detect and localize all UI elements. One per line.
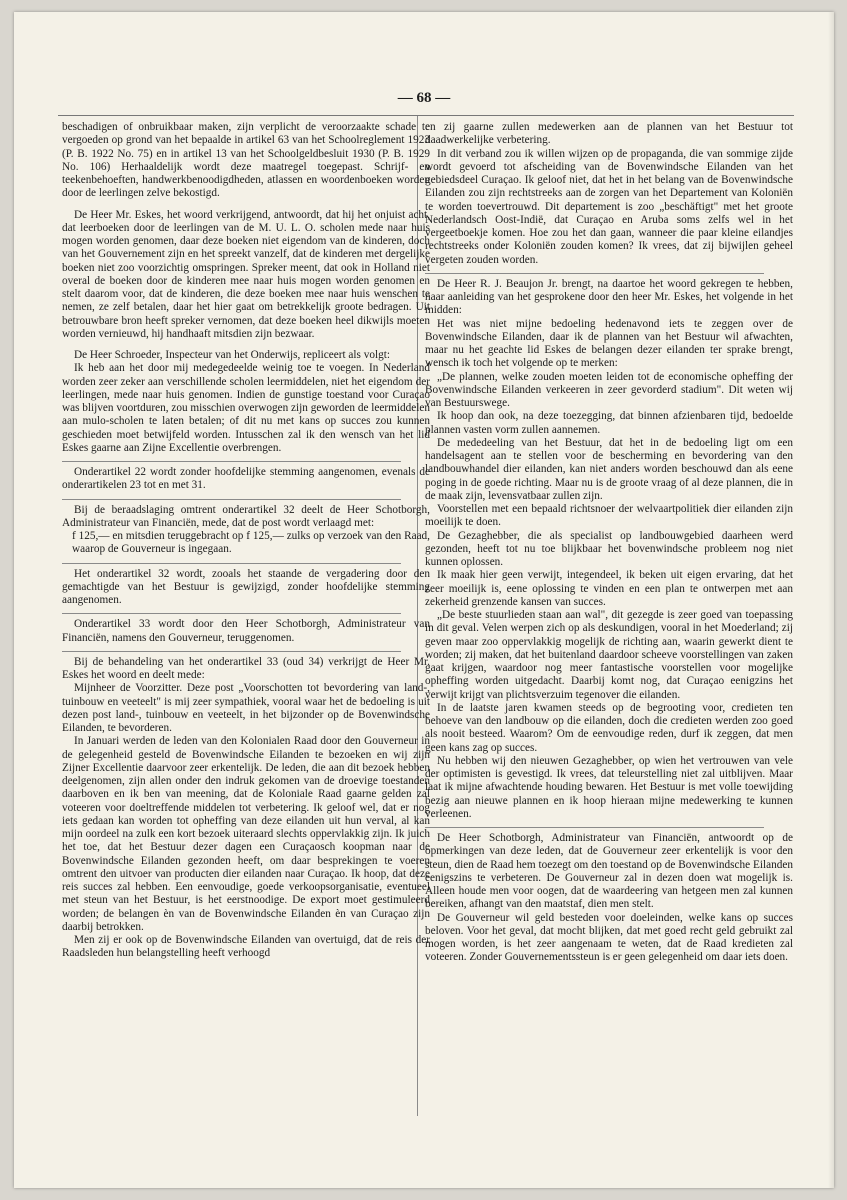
section-rule <box>425 827 764 828</box>
paragraph: f 125,— en mitsdien teruggebracht op f 125,— zulks op verzoek van den Raad, waarop de Gouverneur is ingegaan. <box>72 530 430 556</box>
section-rule <box>425 273 764 274</box>
paragraph: De Heer Schotborgh, Administrateur van Financiën, antwoordt op de opmerkingen van deze leden, dat de Gouverneur zeer erkentelijk is voor den steun, dien de Raad hem toezegt om den toestand op de Bovenwindsche Eilanden eenigszins te verbeteren. De Gouverneur zal in dezen doen wat mogelijk is. Alleen houde men voor oogen, dat de waardeering van hetgeen men zal kunnen bereiken, afhangt van den maatstaf, dien men stelt. <box>425 832 793 911</box>
left-column <box>62 121 430 961</box>
paragraph: „De plannen, welke zouden moeten leiden tot de economische opheffing der Bovenwindsche Eilanden verkeeren in zeer gevorderd stadium". Dit weten wij van Bestuurswege. <box>425 370 793 409</box>
right-column <box>425 121 793 965</box>
section-rule <box>62 613 401 614</box>
paragraph: Ik hoop dan ook, na deze toezegging, dat binnen afzienbaren tijd, bedoelde plannen vasten vorm zullen aannemen. <box>425 410 793 436</box>
page-number: — 68 — <box>397 90 451 106</box>
paragraph: De Heer R. J. Beaujon Jr. brengt, na daartoe het woord gekregen te hebben, naar aanleiding van het gesprokene door den heer Mr. Eskes, het volgende in het midden: <box>425 277 793 317</box>
section-rule <box>62 461 401 462</box>
paragraph: en zij gaarne zullen medewerken aan de plannen van het Bestuur tot daadwerkelijke verbetering. <box>425 121 793 147</box>
paragraph: Mijnheer de Voorzitter. Deze post „Voorschotten tot bevordering van land-, tuinbouw en veeteelt" is mij zeer sympathiek, vooral waar het de bedoeling is uit dezen post land-, tuinbouw en veeteelt, in het bijzonder op de Bovenwindsche Eilanden, te bevorderen. <box>62 682 430 734</box>
page-edge-shadow <box>828 12 834 1188</box>
paragraph: Voorstellen met een bepaald richtsnoer der welvaartpolitiek dier eilanden zijn moeilijk te doen. <box>425 503 793 529</box>
section-rule <box>62 499 401 500</box>
paragraph: De Heer Mr. Eskes, het woord verkrijgend, antwoordt, dat hij het onjuist acht, dat leerboeken door de leerlingen van de M. U. L. O. scholen mede naar huis mogen worden genomen, daar deze boeken niet eigendom van de kinderen, doch van het Gouvernement zijn en het spreekt vanzelf, dat de kinderen met dergelijke boeken niet zoo voorzichtig omspringen. Spreker meent, dat ook in Holland niet overal de boeken door de kinderen mee naar huis mogen worden genomen en stelt daarom voor, dat de kinderen, die deze boeken mee naar huis wenschen te nemen, ze zelf betalen, daar het hier gaat om betrekkelijk groote bedragen. Uit betrouwbare bron heeft spreker vernomen, dat deze boeken heel dikwijls moeten worden vernieuwd, hij handhaaft mitsdien zijn bezwaar. <box>62 208 430 340</box>
header-rule <box>58 115 794 116</box>
paragraph: Onderartikel 22 wordt zonder hoofdelijke stemming aangenomen, evenals de onderartikelen 23 tot en met 31. <box>62 466 430 492</box>
paragraph: Het onderartikel 32 wordt, zooals het staande de vergadering door den gemachtigde van het Bestuur is gewijzigd, zonder hoofdelijke stemming aangenomen. <box>62 567 430 606</box>
paragraph: Bij de beraadslaging omtrent onderartikel 32 deelt de Heer Schotborgh, Administrateur van Financiën, mede, dat de post wordt verlaagd met: <box>62 503 430 529</box>
section-rule <box>62 563 401 564</box>
paragraph: „De beste stuurlieden staan aan wal", dit gezegde is zeer goed van toepassing in dit geval. Velen werpen zich op als deskundigen, vooral in het Moederland; zij geven maar zoo oppervlakkig mogelijk de richting aan, waarin gewerkt dient te worden; zij maken, dat het buitenland daardoor scheeve voorstellingen van zaken gaat krijgen, waardoor nog meer fantastische voorstellen voor mogelijke opheffing worden uitgedacht. Daarbij komt nog, dat Curaçao eenigzins het verwijt krijgt van plichtsverzuim tegenover die eilanden. <box>425 609 793 701</box>
paragraph: Men zij er ook op de Bovenwindsche Eilanden van overtuigd, dat de reis der Raadsleden hun belangstelling heeft verhoogd <box>62 934 430 960</box>
paragraph: Het was niet mijne bedoeling hedenavond iets te zeggen over de Bovenwindsche Eilanden, daar ik de plannen van het Bestuur wil afwachten, maar nu het geachte lid Eskes de belangen dezer eilanden ter sprake brengt, wensch ik toch het volgende op te merken: <box>425 317 793 370</box>
paragraph: Ik maak hier geen verwijt, integendeel, ik beken uit eigen ervaring, dat het zeer moeilijk is, eene oplossing te vinden en een plan te ontwerpen met aan zekerheid grenzende kansen van succes. <box>425 569 793 608</box>
paragraph: De mededeeling van het Bestuur, dat het in de bedoeling ligt om een handelsagent aan te stellen voor de bescherming en bevordering van den landbouwhandel dier eilanden, kan niet anders worden beschouwd dan als eene poging in de goede richting. Maar nu is de groote vraag of al deze plannen, die in de maak zijn, levensvatbaar zullen zijn. <box>425 436 793 502</box>
paragraph: De Gouverneur wil geld besteden voor doeleinden, welke kans op succes beloven. Voor het geval, dat mocht blijken, dat met goed recht geld gebruikt zal mogen worden, is het zeer aangenaam te weten, dat de Raad kredieten zal voteeren. Zonder Gouvernementssteun is er geen gelegenheid om daar iets doen. <box>425 911 793 964</box>
paragraph: beschadigen of onbruikbaar maken, zijn verplicht de veroorzaakte schade te vergoeden op grond van het bepaalde in artikel 63 van het Schoolreglement 1923 (P. B. 1922 No. 75) en in artikel 13 van het Schoolgeldbesluit 1930 (P. B. 1929 No. 106) Herhaaldelijk wordt deze maatregel toegepast. Schrijf- en teekenbehoeften, handwerkbenoodigdheden, atlassen en woordenboeken worden door de leerlingen zelve bekostigd. <box>62 121 430 200</box>
section-rule <box>62 651 401 652</box>
paragraph: Bij de behandeling van het onderartikel 33 (oud 34) verkrijgt de Heer Mr. Eskes het woord en deelt mede: <box>62 655 430 681</box>
paragraph: Ik heb aan het door mij medegedeelde weinig toe te voegen. In Nederland worden zeer zeker aan verschillende scholen leermiddelen, niet het eigendom der leerlingen, mede naar huis genomen. Indien de gunstige toestand voor Curaçao was blijven voortduren, zou misschien overwogen zijn geworden de leermiddelen aan mulo-scholen te laten betalen; of dit nu met kans op succes zou kunnen geschieden moet betwijfeld worden. Intusschen zal ik den wensch van het lid Eskes gaarne aan Zijne Excellentie overbrengen. <box>62 362 431 454</box>
scanned-page <box>14 12 834 1188</box>
paragraph: In Januari werden de leden van den Kolonialen Raad door den Gouverneur in de gelegenheid gesteld de Bovenwindsche Eilanden te bezoeken en wij zijn Zijner Excellentie daarvoor zeer erkentelijk. De leden, die aan dit bezoek hebben deelgenomen, zijn allen onder den indruk gekomen van de droevige toestanden daarboven en ik ben van meening, dat de Koloniale Raad gaarne gelden zal voteeren voor doeltreffende middelen tot verbetering. Ik geloof wel, dat er nog iets gedaan kan worden tot opheffing van deze eilanden uit hun verval, al kan mijn oordeel na zulk een kort bezoek uiteraard slechts oppervlakkig zijn. Ik juich het toe, dat het Bestuur dezer dagen een Curaçaosch koopman naar de Bovenwindsche Eilanden gezonden heeft, om daar besprekingen te voeren omtrent den uitvoer van producten dier eilanden naar Curaçao. Ik hoop, dat deze reis succes zal hebben. Een eenvoudige, goede verkoopsorganisatie, eventueel met steun van het Bestuur, is het eerstnoodige. De export moet gestimuleerd worden; de belangen èn van de Bovenwindsche Eilanden èn van Curaçao zijn daarbij betrokken. <box>62 735 430 933</box>
paragraph: In de laatste jaren kwamen steeds op de begrooting voor, credieten ten behoeve van den landbouw op die eilanden, doch die credieten werden zoo goed als nooit besteed. Waarom? Om de eenvoudige reden, durf ik zeggen, dat men geen kans zag op succes. <box>425 701 793 754</box>
paragraph: De Heer Schroeder, Inspecteur van het Onderwijs, repliceert als volgt: <box>74 349 390 361</box>
paragraph: Nu hebben wij den nieuwen Gezaghebber, op wien het vertrouwen van vele der optimisten is gevestigd. Ik vrees, dat teleurstelling niet zal uitblijven. Maar laat ik mijne afwachtende houding bewaren. Het Bestuur is met volle toewijding bezig aan nieuwe plannen en ik hoop hieraan mijne medewerking te kunnen verleenen. <box>425 754 793 820</box>
paragraph: In dit verband zou ik willen wijzen op de propaganda, die van sommige zijde wordt gevoerd tot afscheiding van de Bovenwindsche Eilanden van het gebiedsdeel Curaçao. Ik geloof niet, dat het in het belang van de Bovenwindsche Eilanden zou zijn rechtstreeks aan de zorgen van het Departement van Koloniën te worden toevertrouwd. Dit departement is zoo „beschäftigt" met het groote Nederlandsch Oost-Indië, dat Curaçao en Aruba soms zelfs wel in het vergeetboekje komen. Hoe zou het dan gaan, wanneer die paar kleine eilandjes rechtstreeks onder Koloniën zouden komen? Ik vrees, dat zij bijwijlen geheel vergeten zouden worden. <box>425 147 793 266</box>
paragraph: Onderartikel 33 wordt door den Heer Schotborgh, Administrateur van Financiën, namens den Gouverneur, teruggenomen. <box>62 618 430 644</box>
paragraph: De Gezaghebber, die als specialist op landbouwgebied daarheen werd gezonden, heeft tot nu toe blijkbaar het bovenwindsche probleem nog niet kunnen oplossen. <box>425 529 793 568</box>
